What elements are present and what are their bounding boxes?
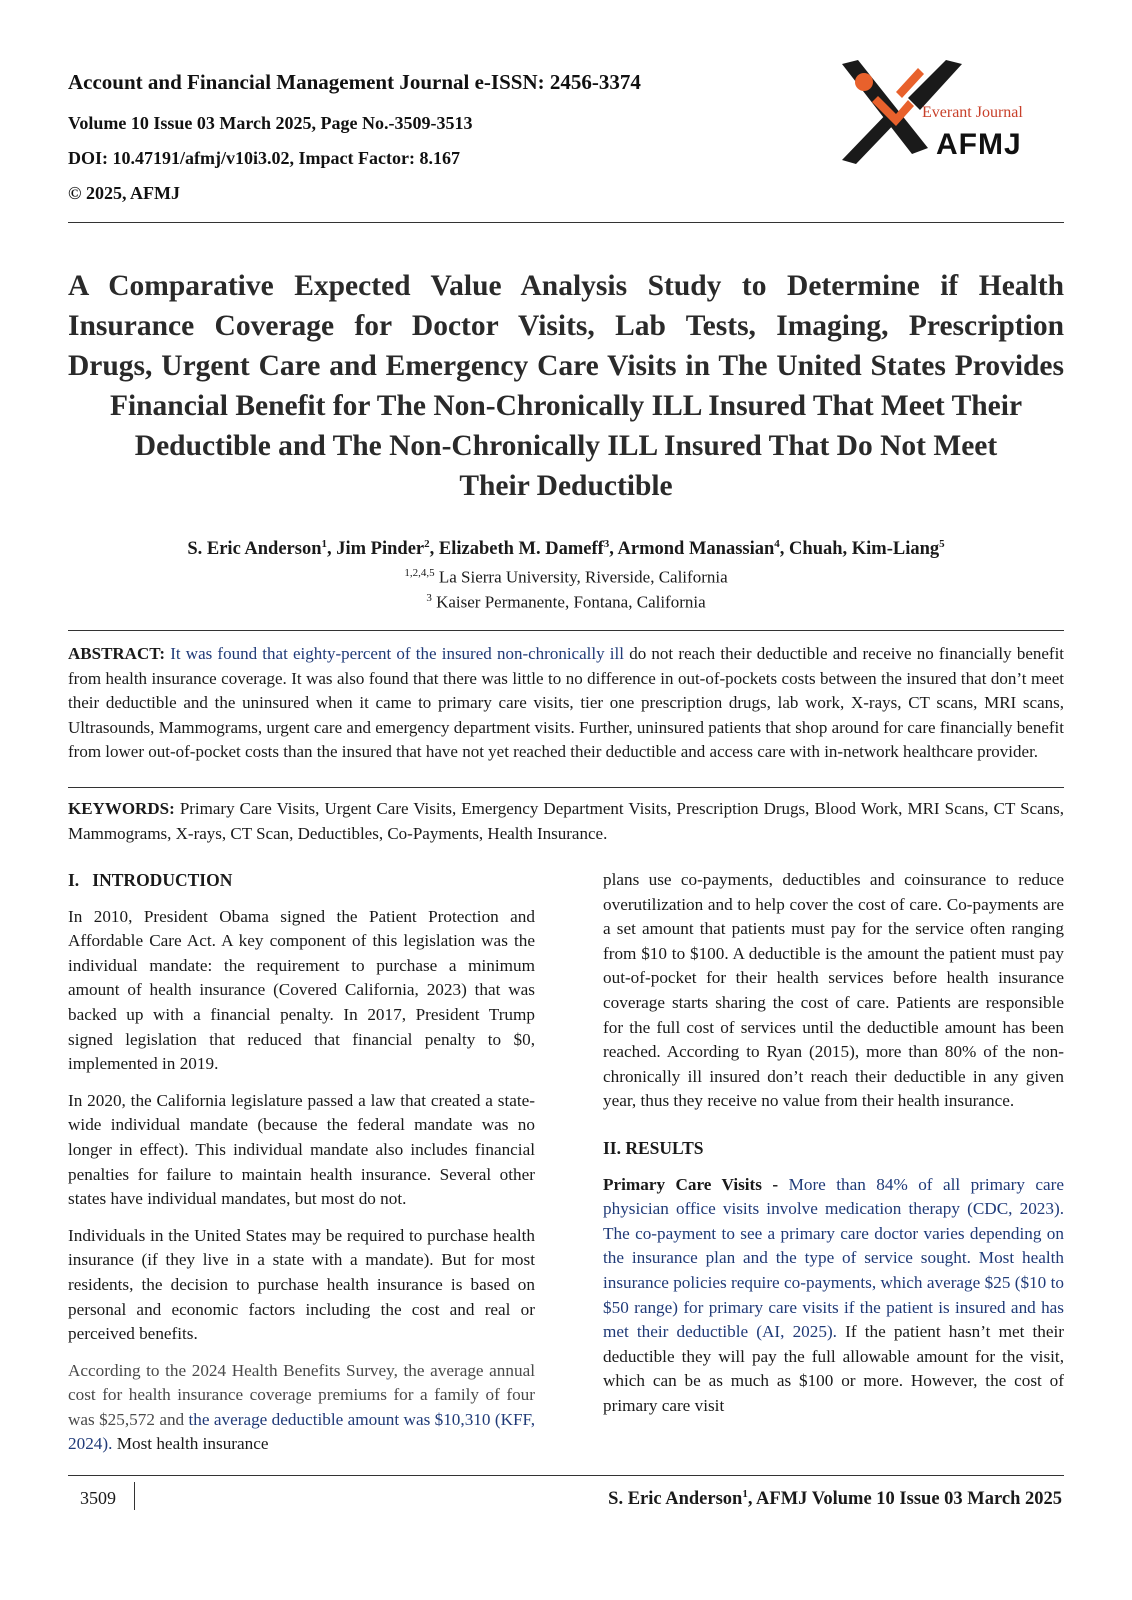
author-name: Chuah, Kim-Liang — [789, 539, 940, 560]
title-line: Their Deductible — [459, 470, 673, 502]
survey-text: According to the 2024 Health Benefits Survey, the average annual cost for health insurance coverage premiums for a family of four was $25,572 and — [68, 1360, 535, 1429]
author-name: S. Eric Anderson — [187, 539, 322, 560]
author-name: Elizabeth M. Dameff — [438, 539, 604, 560]
author-sup: 1 — [321, 538, 327, 550]
logo-code-text: AFMJ — [936, 128, 1022, 161]
keywords-label: KEYWORDS: — [68, 799, 175, 818]
footer-separator — [134, 1482, 135, 1510]
results-text: If the patient hasn’t met their deductible they will pay the full allowable amount for the visit, which can be as much as $100 or more. However, the cost of primary care visit — [603, 1322, 1064, 1415]
abstract-label: ABSTRACT: — [68, 644, 165, 663]
copyright: © 2025, AFMJ — [68, 183, 180, 203]
running-sup: 1 — [742, 1488, 748, 1500]
running-author: S. Eric Anderson — [608, 1489, 743, 1510]
keywords — [68, 797, 1064, 846]
affiliation-text: Kaiser Permanente, Fontana, California — [436, 592, 706, 612]
intro-paragraph: In 2020, the California legislature passed a law that created a state-wide individual mandate (because the federal mandate was no longer in effect). This individual mandate also includes financial penalties for failure to maintain health insurance. Several other states have individual mandates, but most do not. — [68, 1090, 535, 1209]
author-name: Armond Manassian — [617, 539, 775, 560]
abstract-text: do not reach their deductible and receive no financially benefit from health insurance coverage. It was also found that there was little to no difference in out-of-pockets costs between the insured that don’t meet their deductible and the uninsured when it came to primary care visits, tier one prescription drugs, lab work, X-rays, CT scans, MRI scans, Ultrasounds, Mammograms, urgent care and emergency department visits. Further, uninsured patients that shop around for care financially benefit from lower out-of-pocket costs than the insured that have not yet reached their deductible and access care with in-network healthcare provider. — [68, 644, 1065, 762]
title-line: Insurance Coverage for Doctor Visits, Lab Tests, Imaging, Prescription — [68, 310, 1064, 342]
section-heading-results: II. RESULTS — [603, 1137, 704, 1158]
author-sup: 4 — [774, 538, 780, 550]
intro-paragraph: In 2010, President Obama signed the Patient Protection and Affordable Care Act. A key component of this legislation was the individual mandate: the requirement to purchase a minimum amount of health insurance (Covered California, 2023) that was backed up with a financial penalty. In 2017, President Trump signed legislation that reduced that financial penalty to $0, implemented in 2019. — [68, 906, 535, 1074]
title-line: Deductible and The Non-Chronically ILL Insured That Do Not Meet — [134, 430, 998, 462]
keywords-divider — [68, 787, 1064, 788]
footer-divider — [68, 1475, 1064, 1476]
author-sup: 2 — [424, 538, 430, 550]
affiliation-text: La Sierra University, Riverside, California — [438, 567, 728, 587]
abstract — [68, 642, 1064, 765]
abstract-lead: It was found that eighty-percent of the insured non-chronically ill — [170, 644, 624, 663]
header-divider — [68, 222, 1064, 223]
volume-info: Volume 10 Issue 03 March 2025, Page No.-3509-3513 — [68, 113, 473, 133]
intro-paragraph: Individuals in the United States may be required to purchase health insurance (if they live in a state with a mandate). But for most residents, the decision to purchase health insurance is based on personal and economic factors including the cost and real or perceived benefits. — [68, 1225, 535, 1344]
logo-brand-text: Everant Journal — [922, 104, 1023, 121]
journal-title: Account and Financial Management Journal e-ISSN: 2456-3374 — [68, 70, 641, 94]
page-number: 3509 — [80, 1488, 116, 1508]
affiliation-sup: 1,2,4,5 — [404, 567, 435, 579]
continued-text: Most health insurance — [116, 1434, 269, 1454]
section-heading-introduction: I. INTRODUCTION — [68, 870, 233, 890]
results-blue-text: More than 84% of all primary care physician office visits involve medication therapy (CDC, 2023). The co-payment to see a primary care doctor varies depending on the insurance plan and the type of service sought. Most health insurance policies require co-payments, which average $25 ($10 to $50 range) for primary care visits if the patient is insured and has met their deductible (AI, 2025). — [603, 1174, 1065, 1342]
title-line: Financial Benefit for The Non-Chronically ILL Insured That Meet Their — [109, 390, 1023, 422]
doi-info: DOI: 10.47191/afmj/v10i3.02, Impact Factor: 8.167 — [68, 148, 460, 168]
affiliation — [68, 567, 1064, 588]
running-rest: , AFMJ Volume 10 Issue 03 March 2025 — [747, 1489, 1062, 1510]
results-paragraph — [603, 1173, 1064, 1419]
title-line: A Comparative Expected Value Analysis Study to Determine if Health — [68, 270, 1064, 302]
affiliation-sup: 3 — [426, 592, 432, 604]
results-label: Primary Care Visits - — [603, 1174, 779, 1194]
paper-title — [68, 266, 1064, 506]
title-line: Drugs, Urgent Care and Emergency Care Visits in The United States Provides — [68, 350, 1064, 382]
author-sup: 5 — [939, 538, 945, 550]
journal-logo — [838, 56, 1058, 186]
affiliation — [68, 592, 1064, 613]
running-footer — [608, 1488, 1062, 1510]
author-sup: 3 — [603, 538, 610, 550]
intro-paragraph — [68, 1359, 535, 1457]
deductible-text: the average deductible amount was $10,310 (KFF, 2024). — [68, 1409, 536, 1454]
left-column — [68, 868, 535, 1469]
right-column — [603, 868, 1064, 1430]
intro-paragraph: plans use co-payments, deductibles and coinsurance to reduce overutilization and to help cover the cost of care. Co-payments are a set amount that patients must pay for the service often ranging from $10 to $100. A deductible is the amount the patient must pay out-of-pocket for their health services before health insurance coverage starts sharing the cost of care. Patients are responsible for the full cost of services until the deductible amount has been reached. According to Ryan (2015), more than 80% of the non-chronically ill insured don’t reach their deductible in any given year, thus they receive no value from their health insurance. — [603, 870, 1064, 1111]
author-list: S. Eric Anderson$^1$, Jim Pinder$^2$, Elizabeth M. Dameff$^3$, Armond Manassian$^4$, Chuah, Kim-Liang$^5$ — [187, 538, 945, 560]
keywords-text: Primary Care Visits, Urgent Care Visits, Emergency Department Visits, Prescription Drugs, Blood Work, MRI Scans, CT Scans, Mammograms, X-rays, CT Scan, Deductibles, Co-Payments, Health Insurance. — [68, 799, 1065, 843]
abstract-top-divider — [68, 630, 1064, 631]
author-name: Jim Pinder — [336, 539, 425, 560]
